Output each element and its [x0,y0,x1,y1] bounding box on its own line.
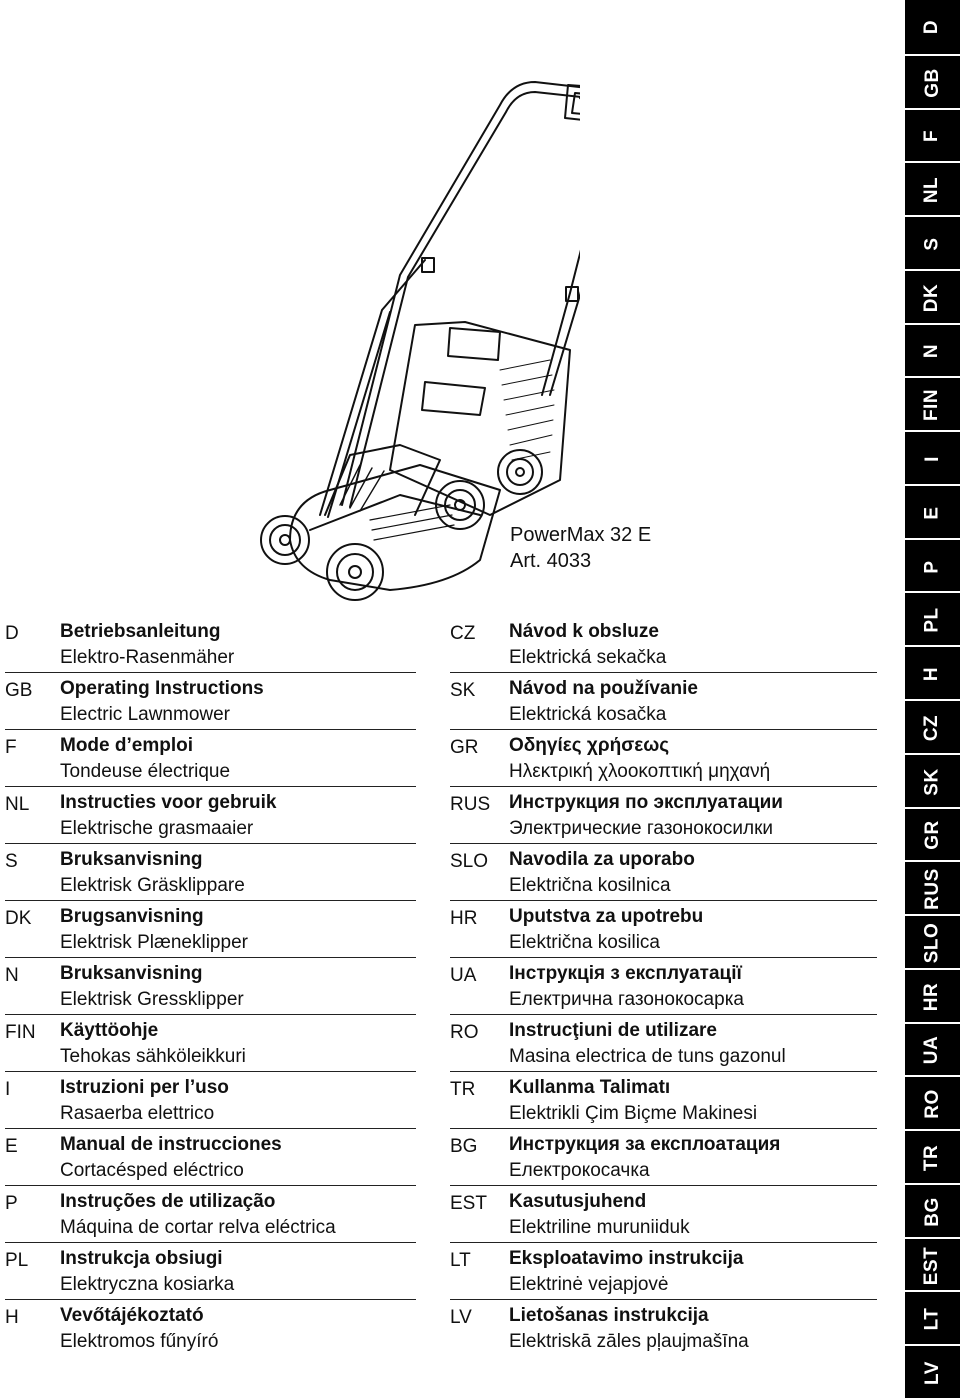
language-entry [5,786,416,843]
product-name: PowerMax 32 E [510,524,652,546]
language-entry [450,1299,877,1356]
language-tab[interactable] [905,269,960,325]
language-tab[interactable] [905,699,960,755]
manual-title: Инструкция за експлоатация [509,1134,781,1155]
language-tab-label: GR [921,820,943,851]
language-tab-label: SK [921,767,943,796]
language-list-right [450,616,877,1356]
language-tab-label: RUS [921,868,943,910]
language-entry [5,1299,416,1356]
manual-title: Navodila za uporabo [509,849,695,870]
manual-title: Bruksanvisning [60,963,203,984]
manual-title: Instructies voor gebruik [60,792,277,813]
language-tab-label: I [921,456,943,462]
language-entry [5,1242,416,1299]
language-tab[interactable] [905,376,960,432]
manual-title: Lietošanas instrukcija [509,1305,709,1326]
manual-title: Operating Instructions [60,678,264,699]
language-entry [5,729,416,786]
language-tab[interactable] [905,1344,960,1400]
language-tab-label: D [921,19,943,34]
language-entry [450,900,877,957]
language-code: GB [5,680,33,701]
language-tab-label: GB [921,67,943,98]
manual-subtitle: Elektrikli Çim Biçme Makinesi [509,1103,758,1124]
language-tab-label: H [921,666,943,682]
article-number: Art. 4033 [510,550,592,572]
language-tab[interactable] [905,968,960,1024]
manual-title: Istruzioni per l’uso [60,1077,229,1098]
language-entry [450,1185,877,1242]
manual-subtitle: Tondeuse électrique [60,761,231,782]
manual-title: Bruksanvisning [60,849,203,870]
manual-title: Mode d’emploi [60,735,193,756]
manual-subtitle: Електрична газонокосарка [509,989,744,1010]
manual-subtitle: Masina electrica de tuns gazonul [509,1046,786,1067]
language-tab[interactable] [905,1237,960,1293]
language-tab[interactable] [905,860,960,916]
language-entry [450,843,877,900]
language-tab[interactable] [905,161,960,217]
language-entry [5,1071,416,1128]
manual-title: Kasutusjuhend [509,1191,647,1212]
language-tab[interactable] [905,1183,960,1239]
language-code: SLO [450,851,489,872]
language-entry [450,957,877,1014]
language-tab[interactable] [905,54,960,110]
manual-title: Manual de instrucciones [60,1134,282,1155]
language-code: I [5,1079,11,1100]
language-tab-label: UA [921,1036,943,1065]
manual-subtitle: Elektrická kosačka [509,704,667,725]
language-tab[interactable] [905,1290,960,1346]
language-tab-label: BG [921,1197,943,1227]
manual-subtitle: Máquina de cortar relva eléctrica [60,1217,336,1238]
manual-title: Návod na používanie [509,678,698,699]
language-code: BG [450,1136,478,1157]
language-code: RO [450,1022,479,1043]
language-entry [450,672,877,729]
manual-title: Инструкция по эксплуатации [509,792,783,813]
language-tab[interactable] [905,484,960,540]
manual-title: Eksploatavimo instrukcija [509,1248,744,1269]
manual-title: Інструкція з експлуатації [509,963,742,984]
language-code: D [5,623,19,644]
manual-title: Betriebsanleitung [60,621,221,642]
language-tab-label: LT [921,1307,943,1331]
manual-subtitle: Електрокосачка [509,1160,650,1181]
manual-subtitle: Elektriskā zāles pļaujmašīna [509,1331,749,1352]
language-tab-label: NL [921,177,943,204]
manual-subtitle: Electric Lawnmower [60,704,230,725]
language-tab-label: LV [921,1361,943,1386]
language-tab[interactable] [905,323,960,379]
language-entry [5,843,416,900]
manual-title: Οδηγίες χρήσεως [509,735,670,756]
language-tab[interactable] [905,108,960,164]
manual-subtitle: Električna kosilnica [509,875,671,896]
language-entry [5,1128,416,1185]
language-tab-label: TR [921,1144,943,1172]
manual-title: Brugsanvisning [60,906,204,927]
language-code: RUS [450,794,491,815]
language-code: DK [5,908,32,929]
language-entry [5,957,416,1014]
language-code: GR [450,737,479,758]
language-entry [450,1071,877,1128]
language-entry [450,1128,877,1185]
manual-title: Instrucţiuni de utilizare [509,1020,717,1041]
language-tab-label: S [921,237,943,251]
manual-subtitle: Elektriline muruniiduk [509,1217,690,1238]
language-tab[interactable] [905,1075,960,1131]
language-tab-label: PL [921,607,943,633]
language-code: F [5,737,17,758]
manual-subtitle: Электрические газонокосилки [509,818,774,839]
manual-title: Käyttöohje [60,1020,159,1041]
language-tab-label: E [921,506,943,520]
language-entry [5,1185,416,1242]
language-code: LT [450,1250,471,1271]
manual-title: Uputstva za upotrebu [509,906,704,927]
manual-subtitle: Cortacésped eléctrico [60,1160,244,1181]
manual-subtitle: Ηλεκτρική χλοοκοπτική μηχανή [509,761,771,782]
language-entry [5,616,416,672]
language-tab-sidebar [905,0,960,1398]
language-tab[interactable] [905,591,960,647]
language-tab-label: CZ [921,714,943,742]
manual-subtitle: Elektryczna kosiarka [60,1274,235,1295]
language-tab-label: F [921,130,943,143]
manual-title: Kullanma Talimatı [509,1077,671,1098]
language-tab[interactable] [905,0,960,54]
language-tab[interactable] [905,538,960,594]
language-tab-label: EST [921,1246,943,1285]
product-info [510,522,651,574]
language-tab[interactable] [905,430,960,486]
language-code: SK [450,680,476,701]
language-entry [450,786,877,843]
language-tab[interactable] [905,645,960,701]
manual-title: Instrukcja obsiugi [60,1248,223,1269]
language-tab[interactable] [905,215,960,271]
language-tab-label: DK [921,283,943,312]
language-code: FIN [5,1022,36,1043]
language-code: LV [450,1307,472,1328]
manual-subtitle: Elektrisk Plæneklipper [60,932,248,953]
language-entry [450,1014,877,1071]
language-entry [5,1014,416,1071]
language-code: TR [450,1079,476,1100]
manual-subtitle: Elektro-Rasenmäher [60,647,235,668]
language-code: CZ [450,623,476,644]
manual-title: Vevőtájékoztató [60,1305,204,1326]
language-tab[interactable] [905,1022,960,1078]
manual-subtitle: Elektrická sekačka [509,647,667,668]
manual-subtitle: Električna kosilica [509,932,660,953]
language-entry [450,616,877,672]
language-list-left [5,616,416,1356]
language-tab[interactable] [905,807,960,863]
language-tab[interactable] [905,914,960,970]
language-entry [450,729,877,786]
manual-subtitle: Elektrisk Gressklipper [60,989,244,1010]
language-code: UA [450,965,477,986]
language-code: S [5,851,18,872]
language-entry [5,900,416,957]
manual-title: Instruções de utilização [60,1191,276,1212]
language-code: NL [5,794,30,815]
manual-title: Návod k obsluze [509,621,659,642]
language-tab-label: FIN [921,389,943,422]
language-tab-label: SLO [921,922,943,964]
language-tab-label: N [921,344,943,359]
language-code: H [5,1307,19,1328]
language-tab-label: RO [921,1089,943,1119]
manual-subtitle: Elektrisk Gräsklippare [60,875,245,896]
language-code: N [5,965,19,986]
manual-subtitle: Elektrische grasmaaier [60,818,254,839]
language-code: EST [450,1193,487,1214]
language-entry [450,1242,877,1299]
language-code: E [5,1136,18,1157]
manual-subtitle: Rasaerba elettrico [60,1103,215,1124]
language-tab[interactable] [905,1129,960,1185]
language-tab[interactable] [905,753,960,809]
manual-subtitle: Elektromos fűnyíró [60,1331,219,1352]
manual-subtitle: Tehokas sähköleikkuri [60,1046,246,1067]
language-code: PL [5,1250,29,1271]
language-code: HR [450,908,478,929]
language-tab-label: P [921,559,943,574]
manual-subtitle: Elektrinė vejapjovė [509,1274,669,1295]
language-code: P [5,1193,18,1214]
language-tab-label: HR [921,982,943,1011]
language-entry [5,672,416,729]
